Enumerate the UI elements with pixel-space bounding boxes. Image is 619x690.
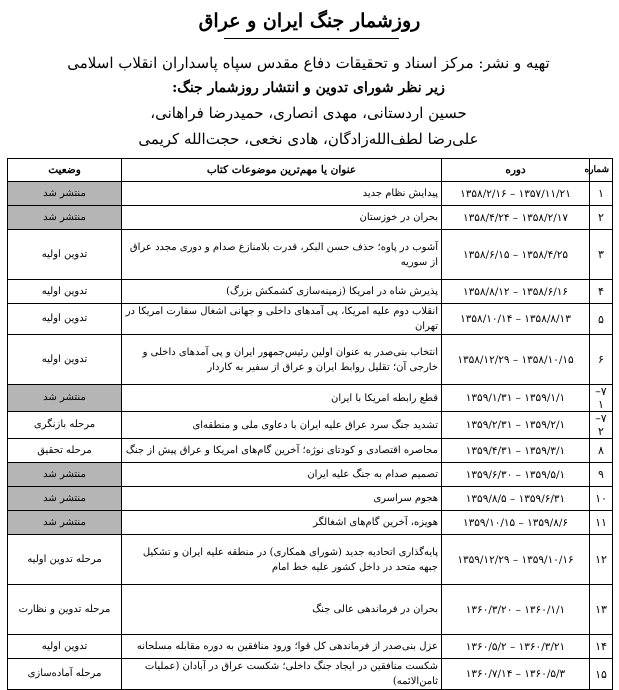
table-row [8, 206, 613, 230]
row-topic: پایه‌گذاری اتحادیه جدید (شورای همکاری) در منطقه علیه ایران و تشکیل جبهه متحد در داخل کشور علیه خط امام [122, 535, 442, 585]
row-topic: تصمیم صدام به جنگ علیه ایران [122, 463, 442, 487]
row-status: منتشر شد [8, 463, 122, 487]
members-line-2: علی‌رضا لطف‌الله‌زادگان، هادی نخعی، حجت‌الله کریمی [138, 130, 479, 148]
table-row [8, 335, 613, 385]
row-num: ۱۵ [590, 659, 613, 690]
column-header-topic: عنوان یا مهم‌ترین موضوعات کتاب [122, 159, 442, 182]
row-period: ۱۳۵۹/۸/۶ – ۱۳۵۹/۱۰/۱۵ [442, 511, 590, 535]
row-num: ۴ [590, 280, 613, 304]
row-status: منتشر شد [8, 182, 122, 206]
table-row [8, 230, 613, 280]
row-num: ۱۲ [590, 535, 613, 585]
row-num: ۷–۱ [590, 385, 613, 412]
table-row [8, 412, 613, 439]
row-status: مرحله آماده‌سازی [8, 659, 122, 690]
row-topic: تشدید جنگ سرد عراق علیه ایران با دعاوی ملی و منطقه‌ای [122, 412, 442, 439]
row-num: ۳ [590, 230, 613, 280]
row-period: ۱۳۵۸/۶/۱۶ – ۱۳۵۸/۸/۱۲ [442, 280, 590, 304]
table-row [8, 659, 613, 690]
row-period: ۱۳۵۸/۸/۱۳ – ۱۳۵۸/۱۰/۱۴ [442, 304, 590, 335]
row-num: ۱۳ [590, 585, 613, 635]
page-title: روزشمار جنگ ایران و عراق [198, 10, 421, 32]
row-topic: عزل بنی‌صدر از فرماندهی کل قوا؛ ورود منافقین به دوره مقابله مسلحانه [122, 635, 442, 659]
row-status: منتشر شد [8, 385, 122, 412]
row-status: مرحله تدوین اولیه [8, 535, 122, 585]
row-topic: پیدایش نظام جدید [122, 182, 442, 206]
row-topic: انتخاب بنی‌صدر به عنوان اولین رئیس‌جمهور ایران و پی آمدهای داخلی و خارجی آن؛ تقلیل روابط ایران و عراق از سفیر به کاردار [122, 335, 442, 385]
row-topic: آشوب در پاوه؛ حذف حسن البکر، قدرت بلامنازع صدام و دوری مجدد عراق از سوریه [122, 230, 442, 280]
table-row [8, 535, 613, 585]
table-row [8, 439, 613, 463]
row-status: تدوین اولیه [8, 635, 122, 659]
members-line-1: حسین اردستانی، مهدی انصاری، حمیدرضا فراهانی، [150, 104, 467, 122]
row-num: ۵ [590, 304, 613, 335]
table-row [8, 635, 613, 659]
table-row [8, 463, 613, 487]
table-row [8, 585, 613, 635]
books-table [7, 158, 613, 690]
row-period: ۱۳۶۰/۱/۱ – ۱۳۶۰/۳/۲۰ [442, 585, 590, 635]
row-topic: هویزه، آخرین گام‌های اشغالگر [122, 511, 442, 535]
row-period: ۱۳۵۹/۳/۱ – ۱۳۵۹/۴/۳۱ [442, 439, 590, 463]
table-header-row [8, 159, 613, 182]
row-topic: قطع رابطه امریکا با ایران [122, 385, 442, 412]
row-status: منتشر شد [8, 511, 122, 535]
table-row [8, 280, 613, 304]
row-status: مرحله بازنگری [8, 412, 122, 439]
row-status: منتشر شد [8, 206, 122, 230]
row-topic: محاصره اقتصادی و کودتای نوژه؛ آخرین گام‌های امریکا و عراق پیش از جنگ [122, 439, 442, 463]
table-row [8, 304, 613, 335]
table-row [8, 511, 613, 535]
row-period: ۱۳۵۸/۴/۲۵ – ۱۳۵۸/۶/۱۵ [442, 230, 590, 280]
row-status: مرحله تدوین و نظارت [8, 585, 122, 635]
supervision-line: زیر نظر شورای تدوین و انتشار روزشمار جنگ: [172, 80, 445, 96]
row-num: ۱ [590, 182, 613, 206]
row-status: تدوین اولیه [8, 304, 122, 335]
row-num: ۸ [590, 439, 613, 463]
row-num: ۷–۲ [590, 412, 613, 439]
publisher-line: تهیه و نشر: مرکز اسناد و تحقیقات دفاع مقدس سپاه پاسداران انقلاب اسلامی [67, 54, 550, 72]
row-status: تدوین اولیه [8, 335, 122, 385]
row-period: ۱۳۵۹/۵/۱ – ۱۳۵۹/۶/۳۰ [442, 463, 590, 487]
row-period: ۱۳۶۰/۵/۳ – ۱۳۶۰/۷/۱۴ [442, 659, 590, 690]
row-num: ۶ [590, 335, 613, 385]
row-period: ۱۳۵۸/۱۰/۱۵ – ۱۳۵۸/۱۲/۲۹ [442, 335, 590, 385]
row-num: ۱۱ [590, 511, 613, 535]
column-header-period: دوره [442, 159, 590, 182]
title-underline [224, 38, 399, 39]
row-topic: انقلاب دوم علیه امریکا، پی آمدهای داخلی و جهانی اشغال سفارت امریکا در تهران [122, 304, 442, 335]
column-header-num: شماره [590, 159, 613, 182]
row-topic: بحران در فرماندهی عالی جنگ [122, 585, 442, 635]
row-topic: هجوم سراسری [122, 487, 442, 511]
row-topic: شکست منافقین در ایجاد جنگ داخلی؛ شکست عراق در آبادان (عملیات ثامن‌الائمه) [122, 659, 442, 690]
row-period: ۱۳۵۸/۲/۱۷ – ۱۳۵۸/۴/۲۴ [442, 206, 590, 230]
row-period: ۱۳۵۹/۲/۱ – ۱۳۵۹/۲/۳۱ [442, 412, 590, 439]
row-num: ۱۰ [590, 487, 613, 511]
row-period: ۱۳۵۷/۱۱/۲۱ – ۱۳۵۸/۲/۱۶ [442, 182, 590, 206]
table-row [8, 487, 613, 511]
row-topic: بحران در خوزستان [122, 206, 442, 230]
row-period: ۱۳۵۹/۶/۳۱ – ۱۳۵۹/۸/۵ [442, 487, 590, 511]
row-num: ۹ [590, 463, 613, 487]
row-num: ۲ [590, 206, 613, 230]
row-period: ۱۳۵۹/۱۰/۱۶ – ۱۳۵۹/۱۲/۲۹ [442, 535, 590, 585]
row-status: تدوین اولیه [8, 230, 122, 280]
row-num: ۱۴ [590, 635, 613, 659]
row-topic: پذیرش شاه در امریکا (زمینه‌سازی کشمکش بزرگ) [122, 280, 442, 304]
table-row [8, 385, 613, 412]
column-header-status: وضعیت [8, 159, 122, 182]
table-row [8, 182, 613, 206]
row-period: ۱۳۶۰/۳/۲۱ – ۱۳۶۰/۵/۲ [442, 635, 590, 659]
row-period: ۱۳۵۹/۱/۱ – ۱۳۵۹/۱/۳۱ [442, 385, 590, 412]
row-status: منتشر شد [8, 487, 122, 511]
row-status: تدوین اولیه [8, 280, 122, 304]
row-status: مرحله تحقیق [8, 439, 122, 463]
